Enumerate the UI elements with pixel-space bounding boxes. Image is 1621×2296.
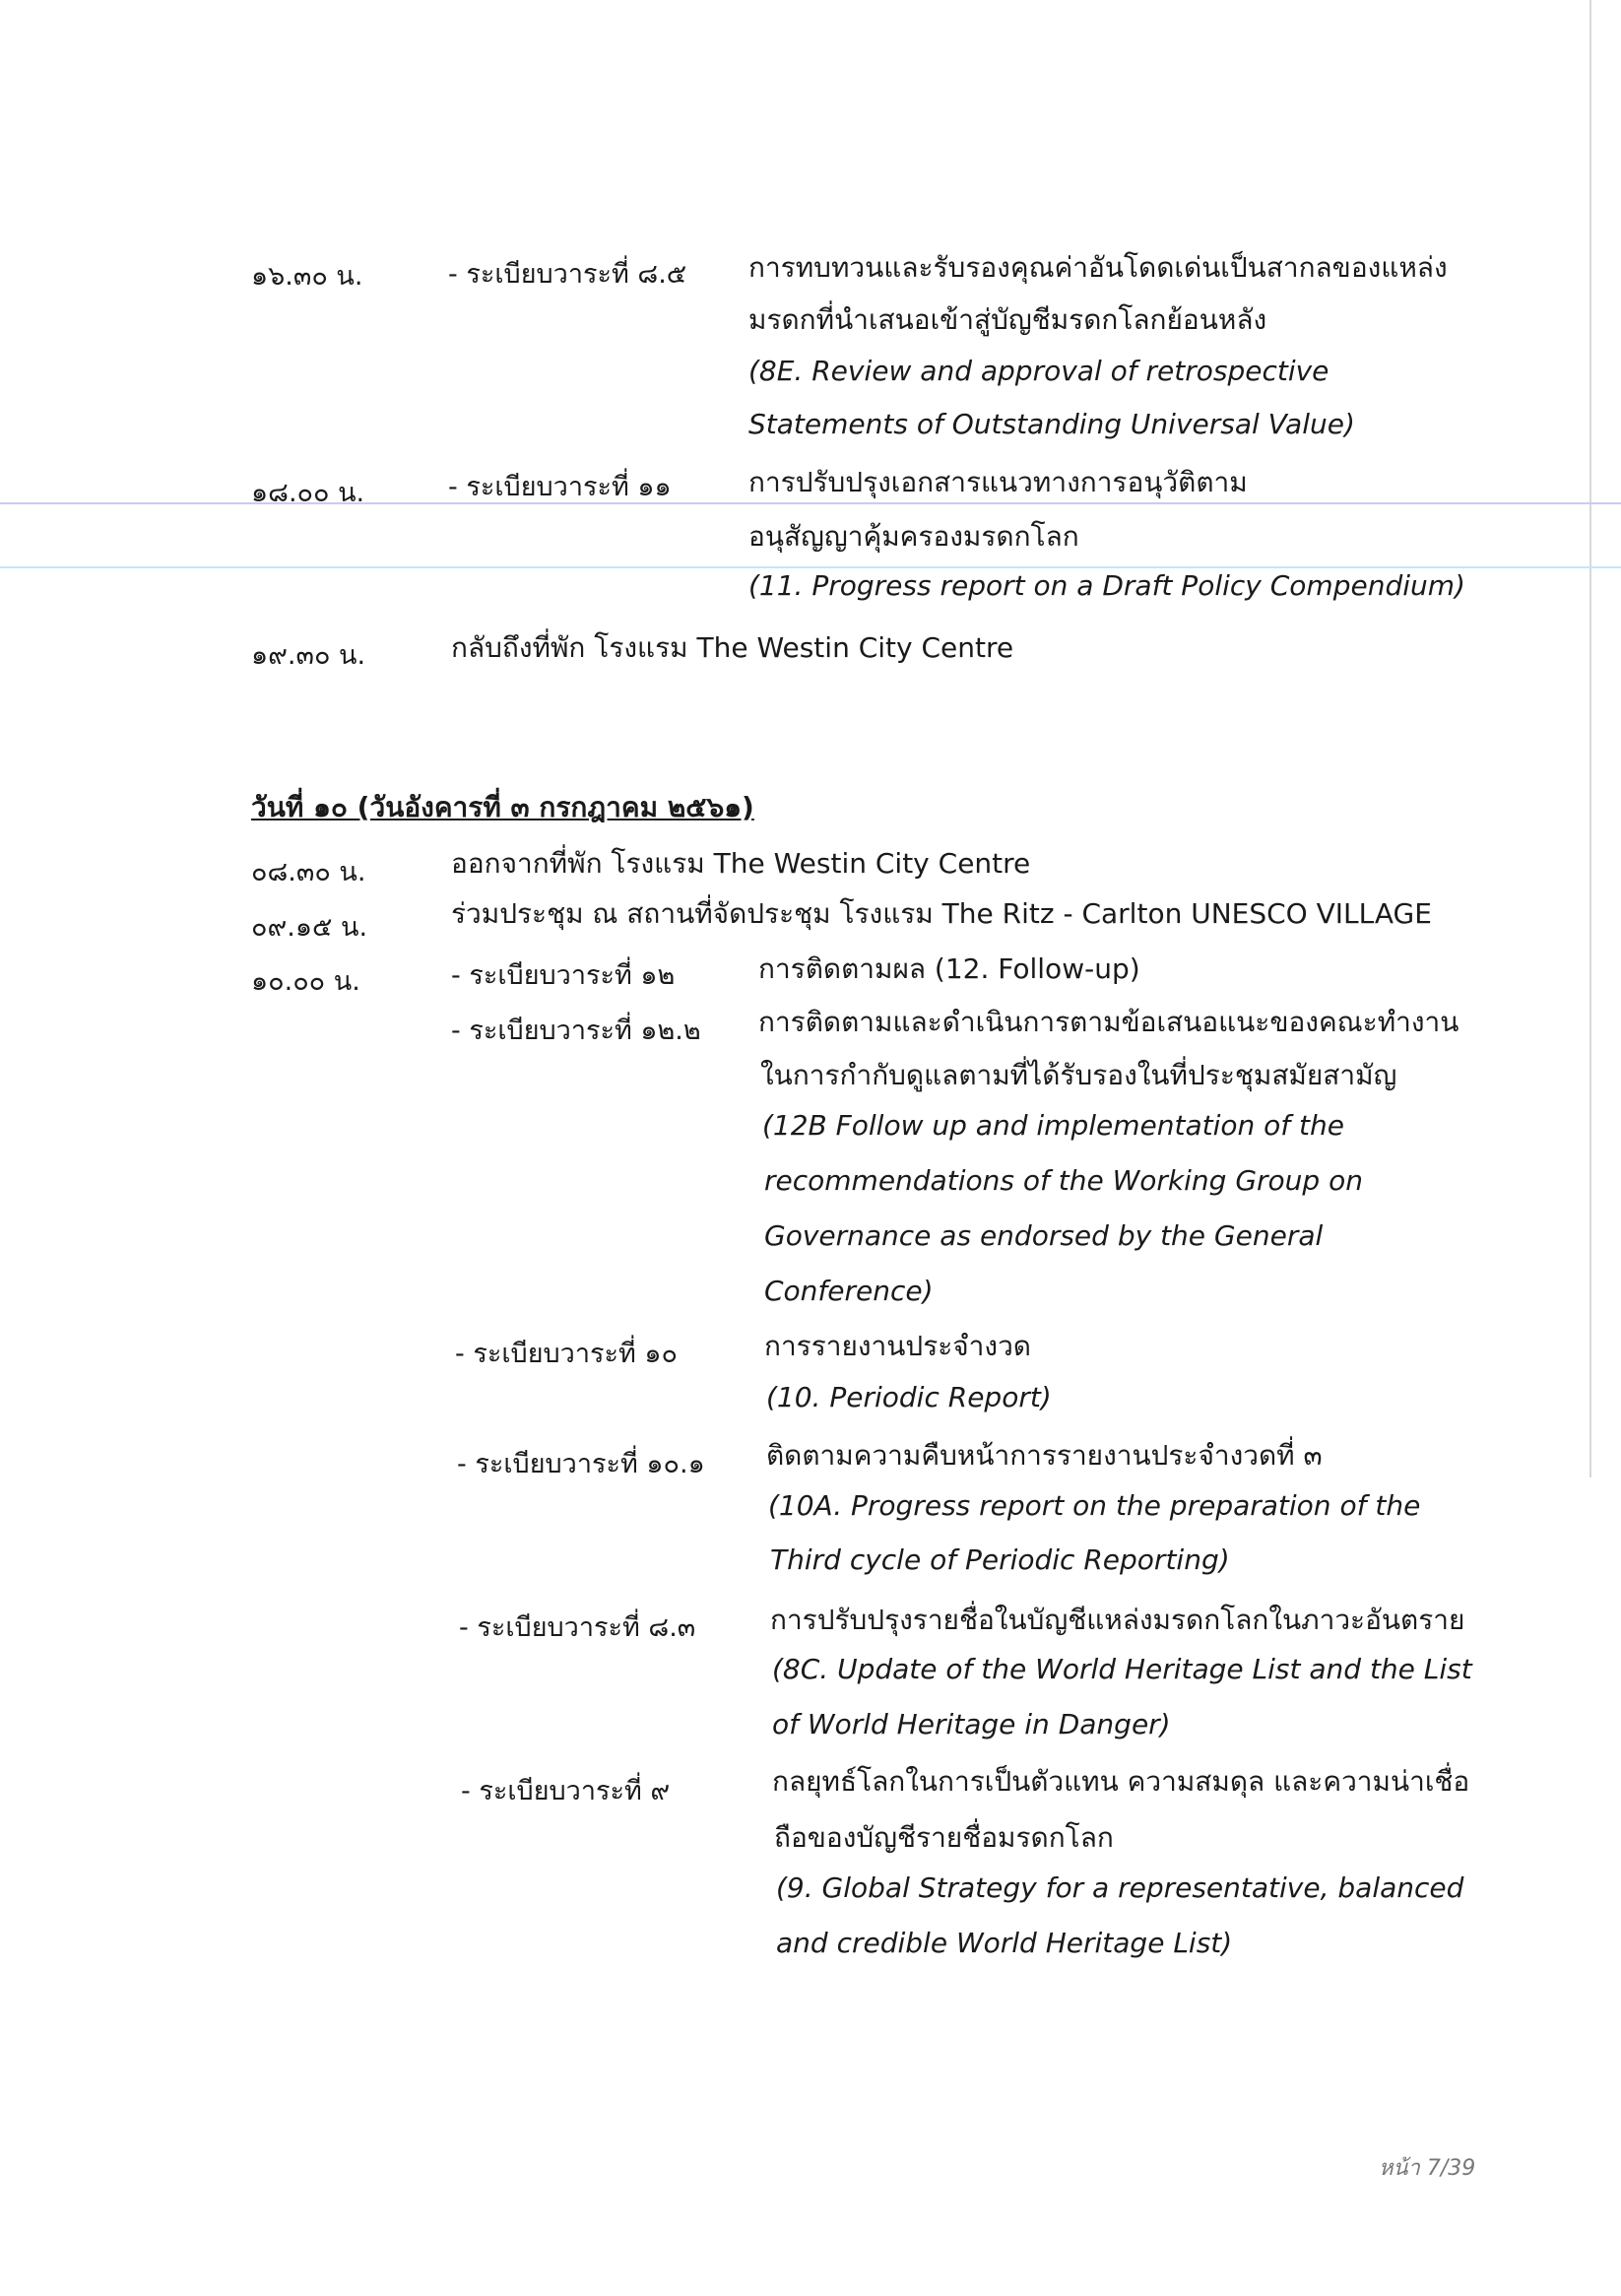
- schedule-text: กลับถึงที่พัก โรงแรม The Westin City Centre: [451, 631, 1014, 664]
- agenda-detail-line: การทบทวนและรับรองคุณค่าอันโดดเด่นเป็นสากลของแหล่ง: [748, 251, 1448, 284]
- agenda-detail-line: and credible World Heritage List): [776, 1927, 1233, 1959]
- agenda-detail-line: Governance as endorsed by the General: [764, 1219, 1324, 1252]
- agenda-detail-line: (10. Periodic Report): [766, 1381, 1052, 1413]
- agenda-label: - ระเบียบวาระที่ ๘.๕: [448, 259, 687, 290]
- time-label: ๑๐.๐๐ น.: [251, 966, 360, 997]
- page-number: หน้า 7/39: [1379, 2156, 1476, 2181]
- agenda-detail-line: การปรับปรุงเอกสารแนวทางการอนุวัติตาม: [748, 466, 1248, 498]
- agenda-detail-line: กลยุทธ์โลกในการเป็นตัวแทน ความสมดุล และความน่าเชื่อ: [772, 1765, 1470, 1798]
- agenda-detail-line: ติดตามความคืบหน้าการรายงานประจำงวดที่ ๓: [766, 1439, 1323, 1472]
- agenda-detail-line: ในการกำกับดูแลตามที่ได้รับรองในที่ประชุมสมัยสามัญ: [760, 1059, 1397, 1091]
- time-label: ๐๘.๓๐ น.: [251, 857, 366, 887]
- schedule-text: ออกจากที่พัก โรงแรม The Westin City Centre: [451, 847, 1031, 880]
- agenda-detail-line: Third cycle of Periodic Reporting): [770, 1543, 1230, 1576]
- day-heading: วันที่ ๑๐ (วันอังคารที่ ๓ กรกฎาคม ๒๕๖๑): [251, 791, 754, 823]
- agenda-detail-line: (12B Follow up and implementation of the: [762, 1109, 1344, 1142]
- agenda-detail-line: (10A. Progress report on the preparation of the: [768, 1489, 1421, 1522]
- agenda-detail-line: (8C. Update of the World Heritage List and the List: [772, 1653, 1472, 1685]
- agenda-label: - ระเบียบวาระที่ ๘.๓: [459, 1612, 696, 1643]
- agenda-detail-line: Conference): [764, 1275, 934, 1307]
- agenda-label: - ระเบียบวาระที่ ๑๒.๒: [451, 1016, 701, 1046]
- time-label: ๑๙.๓๐ น.: [251, 640, 366, 671]
- time-label: ๐๙.๑๕ น.: [251, 912, 368, 943]
- agenda-detail-line: มรดกที่นำเสนอเข้าสู่บัญชีมรดกโลกย้อนหลัง: [748, 303, 1267, 336]
- agenda-label: - ระเบียบวาระที่ ๑๐.๑: [457, 1449, 705, 1479]
- agenda-label: - ระเบียบวาระที่ ๙: [461, 1776, 671, 1806]
- agenda-detail-line: ถือของบัญชีรายชื่อมรดกโลก: [774, 1821, 1114, 1854]
- time-label: ๑๘.๐๐ น.: [251, 478, 365, 508]
- agenda-detail-line: recommendations of the Working Group on: [764, 1164, 1363, 1197]
- agenda-detail-line: (8E. Review and approval of retrospective: [748, 355, 1329, 387]
- time-label: ๑๖.๓๐ น.: [251, 261, 363, 292]
- agenda-label: - ระเบียบวาระที่ ๑๐: [455, 1339, 678, 1369]
- agenda-detail-line: Statements of Outstanding Universal Value): [748, 408, 1355, 440]
- agenda-detail-line: การติดตามผล (12. Follow-up): [758, 952, 1140, 985]
- agenda-label: - ระเบียบวาระที่ ๑๒: [451, 960, 676, 991]
- agenda-detail-line: อนุสัญญาคุ้มครองมรดกโลก: [748, 520, 1079, 553]
- agenda-detail-line: การติดตามและดำเนินการตามข้อเสนอแนะของคณะทำงาน: [758, 1006, 1459, 1038]
- agenda-detail-line: (9. Global Strategy for a representative, balanced: [776, 1871, 1464, 1904]
- schedule-text: ร่วมประชุม ณ สถานที่จัดประชุม โรงแรม The Ritz - Carlton UNESCO VILLAGE: [451, 897, 1432, 930]
- agenda-label: - ระเบียบวาระที่ ๑๑: [448, 472, 672, 502]
- agenda-detail-line: (11. Progress report on a Draft Policy Compendium): [748, 569, 1465, 602]
- agenda-detail-line: การปรับปรุงรายชื่อในบัญชีแหล่งมรดกโลกในภาวะอันตราย: [770, 1604, 1465, 1636]
- agenda-detail-line: การรายงานประจำงวด: [764, 1330, 1031, 1362]
- agenda-detail-line: of World Heritage in Danger): [772, 1708, 1171, 1740]
